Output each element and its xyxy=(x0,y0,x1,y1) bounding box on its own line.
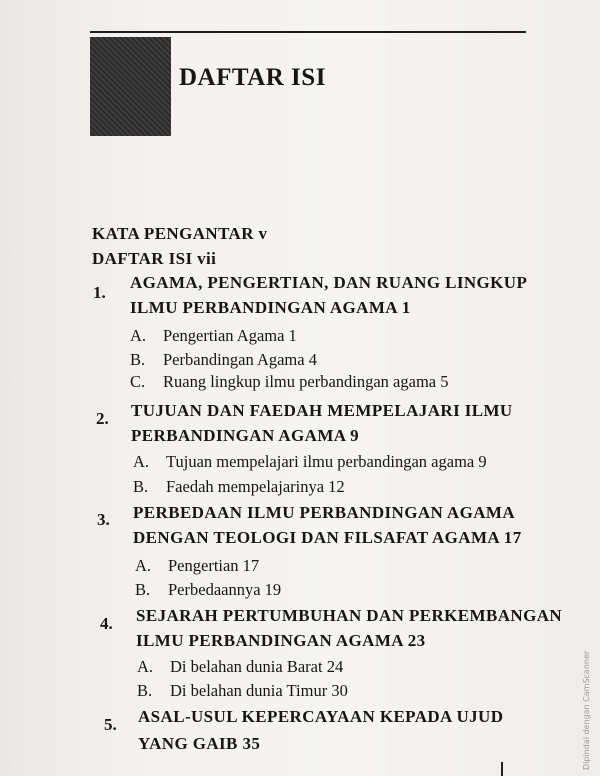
toc-section xyxy=(137,681,348,701)
section-title: Di belahan dunia Timur 30 xyxy=(170,681,348,700)
toc-section xyxy=(133,452,487,472)
section-title: Perbandingan Agama 4 xyxy=(163,350,317,369)
chapter-number: 4. xyxy=(100,614,113,633)
toc-entry-daftar-isi: DAFTAR ISI vii xyxy=(92,249,217,268)
section-letter: A. xyxy=(130,326,147,345)
toc-section xyxy=(135,580,281,600)
section-letter: B. xyxy=(135,580,151,599)
section-title: Ruang lingkup ilmu perbandingan agama 5 xyxy=(163,372,449,391)
toc-section xyxy=(130,326,297,346)
chapter-title-line: AGAMA, PENGERTIAN, DAN RUANG LINGKUP xyxy=(130,273,528,292)
toc-entry-kata-pengantar: KATA PENGANTAR v xyxy=(92,224,268,243)
chapter-title-line: SEJARAH PERTUMBUHAN DAN PERKEMBANGAN xyxy=(136,606,563,625)
chapter-title-line: YANG GAIB 35 xyxy=(138,734,261,753)
top-rule xyxy=(90,31,526,33)
chapter-title-line: ILMU PERBANDINGAN AGAMA 23 xyxy=(136,631,426,650)
chapter-title-line: TUJUAN DAN FAEDAH MEMPELAJARI ILMU xyxy=(131,401,513,420)
toc-section xyxy=(137,657,343,677)
chapter-title-line: ASAL-USUL KEPERCAYAAN KEPADA UJUD xyxy=(138,707,504,726)
page-title: DAFTAR ISI xyxy=(179,64,326,91)
section-letter: C. xyxy=(130,372,146,391)
chapter-number: 2. xyxy=(96,409,109,428)
heading-block xyxy=(90,37,171,136)
section-title: Pengertian Agama 1 xyxy=(163,326,297,345)
chapter-title-line: ILMU PERBANDINGAN AGAMA 1 xyxy=(130,298,411,317)
section-letter: B. xyxy=(133,477,149,496)
toc-section xyxy=(135,556,259,576)
chapter-title-line: DENGAN TEOLOGI DAN FILSAFAT AGAMA 17 xyxy=(133,528,522,547)
toc-section xyxy=(130,350,317,370)
chapter-number: 5. xyxy=(104,715,117,734)
chapter-title-line: PERBEDAAN ILMU PERBANDINGAN AGAMA xyxy=(133,503,516,522)
section-title: Di belahan dunia Barat 24 xyxy=(170,657,344,676)
section-title: Pengertian 17 xyxy=(168,556,260,575)
section-letter: A. xyxy=(137,657,154,676)
chapter-number: 1. xyxy=(93,283,106,302)
chapter-number: 3. xyxy=(97,510,110,529)
section-letter: A. xyxy=(135,556,152,575)
section-title: Faedah mempelajarinya 12 xyxy=(166,477,345,496)
section-letter: B. xyxy=(137,681,153,700)
section-letter: B. xyxy=(130,350,146,369)
toc-section xyxy=(133,477,345,497)
page-edge-mark xyxy=(501,762,503,776)
section-title: Perbedaannya 19 xyxy=(168,580,282,599)
chapter-title-line: PERBANDINGAN AGAMA 9 xyxy=(131,426,360,445)
section-title: Tujuan mempelajari ilmu perbandingan agama 9 xyxy=(166,452,487,471)
section-letter: A. xyxy=(133,452,150,471)
scanner-watermark: Dipindai dengan CamScanner xyxy=(582,650,591,770)
toc-section xyxy=(130,372,448,392)
